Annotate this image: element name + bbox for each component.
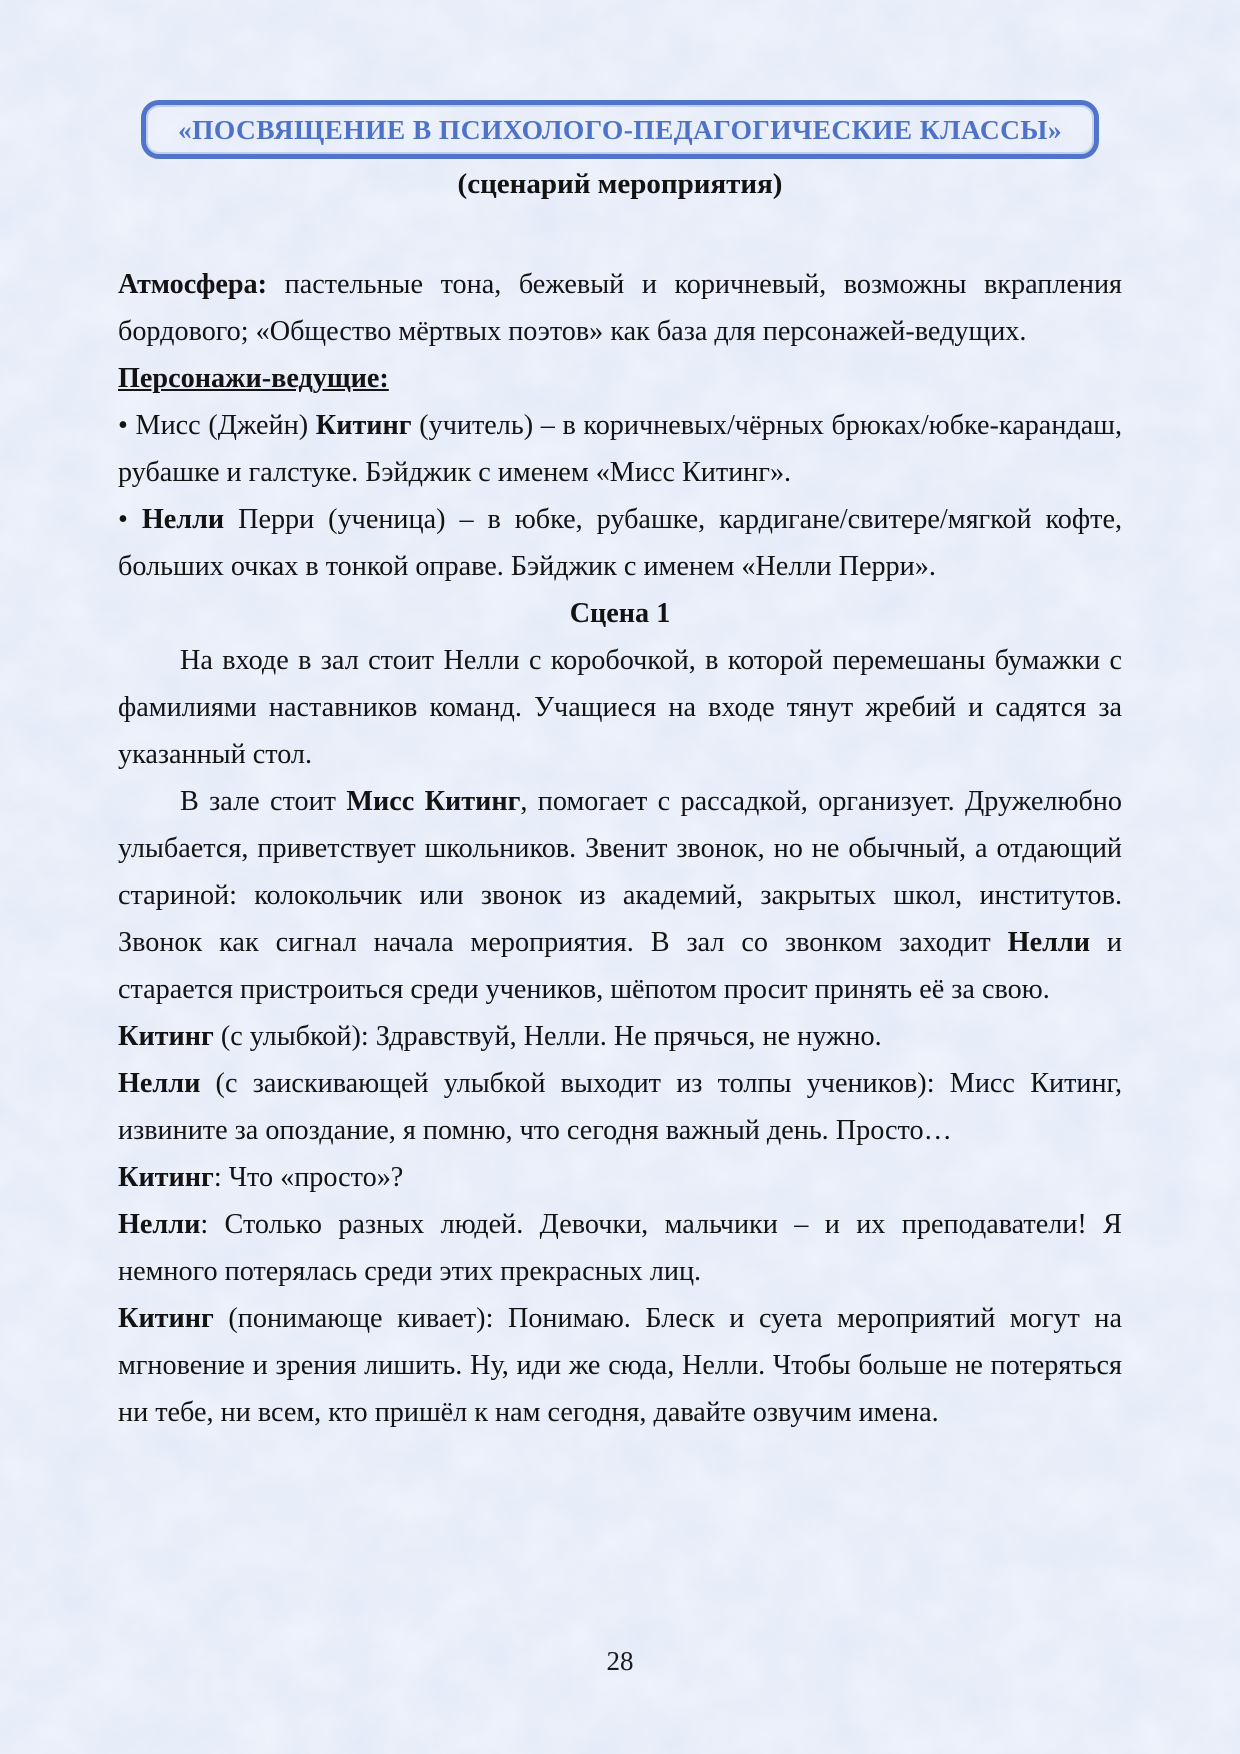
text-run: На входе в зал стоит Нелли с коробочкой, в которой перемешаны бумажки с фамилиями наставников команд. Учащиеся на входе тянут жребий и садятся за указанный стол.	[118, 645, 1122, 771]
page-subtitle: (сценарий мероприятия)	[457, 168, 783, 201]
text-run: (понимающе кивает): Понимаю. Блеск и суета мероприятий могут на мгновение и зрения лишить. Ну, иди же сюда, Нелли. Чтобы больше не потеряться ни тебе, ни всем, кто пришёл к нам сегодня, давайте озвучим имена.	[118, 1303, 1122, 1429]
text-run: : Что «просто»?	[213, 1162, 404, 1194]
page-number: 28	[606, 1646, 634, 1676]
text-run: Нелли	[141, 504, 225, 536]
paragraph	[118, 1013, 1122, 1060]
text-run: (учитель) – в коричневых/чёрных брюках/юбке-карандаш, рубашке и галстуке. Бэйджик с именем «Мисс Китинг».	[118, 410, 1123, 489]
title-banner	[141, 100, 1099, 159]
paragraph	[118, 496, 1122, 590]
text-run: Китинг	[118, 1303, 214, 1335]
paragraph	[118, 1295, 1122, 1436]
text-run: Атмосфера:	[118, 269, 285, 301]
paragraph	[118, 261, 1122, 355]
text-run: Нелли	[118, 1068, 201, 1100]
paragraph	[118, 1201, 1122, 1295]
paragraph	[118, 402, 1122, 496]
text-run: , помогает с рассадкой, организует. Дружелюбно улыбается, приветствует школьников. Звенит звонок, но не обычный, а отдающий стариной: колокольчик или звонок из академий, закрытых школ, институтов. Звонок как сигнал начала мероприятия. В зал со звонком заходит	[118, 786, 1122, 959]
text-run: Сцена 1	[569, 598, 671, 630]
text-run: • Мисс (Джейн)	[118, 410, 316, 442]
paragraph	[118, 590, 1122, 637]
text-run: Персонажи-ведущие:	[118, 363, 389, 395]
paragraph	[118, 637, 1122, 778]
paragraph	[118, 355, 1122, 402]
text-run: Китинг	[118, 1162, 214, 1194]
text-run: Мисс Китинг	[346, 786, 521, 818]
paragraph	[118, 1154, 1122, 1201]
text-run: Нелли	[1007, 927, 1090, 959]
text-run: и старается пристроиться среди учеников, шёпотом просит принять её за свою.	[118, 927, 1122, 1006]
text-run: Нелли	[118, 1209, 201, 1241]
text-run: В зале стоит	[180, 786, 347, 818]
text-run: Перри (ученица) – в юбке, рубашке, кардигане/свитере/мягкой кофте, больших очках в тонкой оправе. Бэйджик с именем «Нелли Перри».	[118, 504, 1122, 583]
text-run: •	[118, 504, 142, 536]
text-run: (с улыбкой): Здравствуй, Нелли. Не прячься, не нужно.	[213, 1021, 882, 1053]
page-title: «ПОСВЯЩЕНИЕ В ПСИХОЛОГО-ПЕДАГОГИЧЕСКИЕ КЛАССЫ»	[177, 114, 1062, 145]
text-run: Китинг	[315, 410, 412, 442]
paragraph	[118, 778, 1122, 1013]
paragraph	[118, 1060, 1122, 1154]
text-run: пастельные тона, бежевый и коричневый, возможны вкрапления бордового; «Общество мёртвых поэтов» как база для персонажей-ведущих.	[118, 269, 1123, 348]
text-run: (с заискивающей улыбкой выходит из толпы учеников): Мисс Китинг, извините за опоздание, я помню, что сегодня важный день. Просто…	[118, 1068, 1122, 1147]
document-body	[118, 261, 1122, 1436]
text-run: Китинг	[118, 1021, 214, 1053]
text-run: : Столько разных людей. Девочки, мальчики – и их преподаватели! Я немного потерялась среди этих прекрасных лиц.	[118, 1209, 1122, 1288]
